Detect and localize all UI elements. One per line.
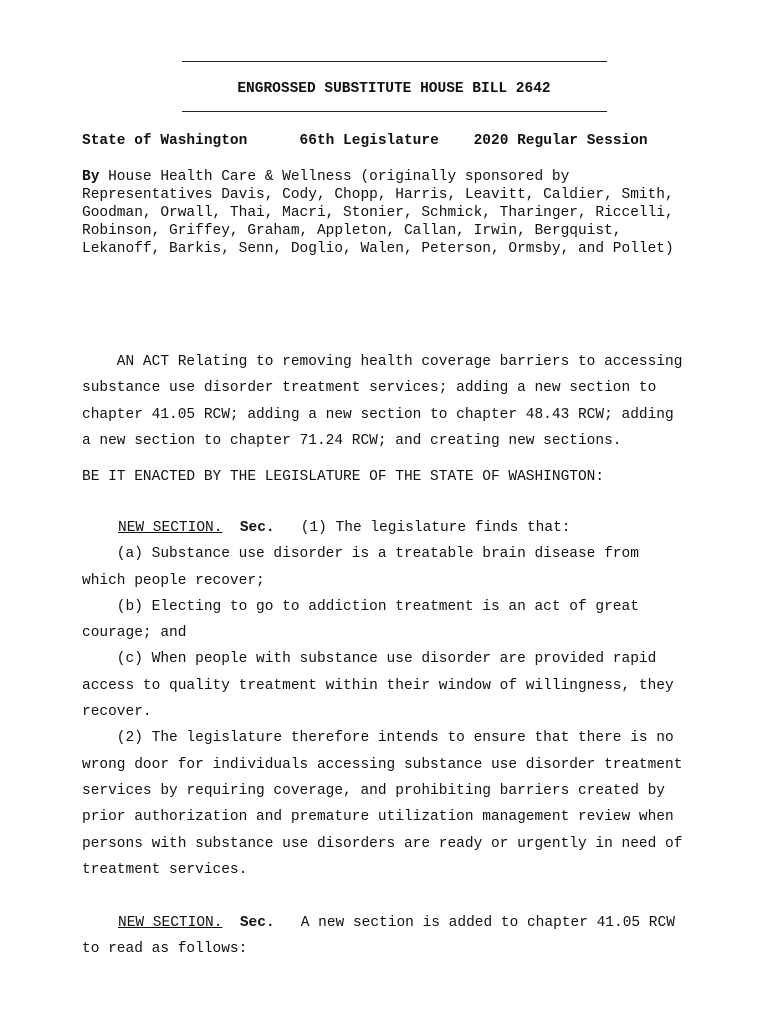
section-line: services by requiring coverage, and prohibiting barriers created by [82,782,665,799]
sponsor-line: House Health Care & Wellness (originally sponsored by [99,169,570,185]
sponsor-line: Representatives Davis, Cody, Chopp, Harris, Leavitt, Caldier, Smith, [82,187,674,203]
section-line: prior authorization and premature utilization management review when [82,809,674,826]
section-line: treatment services. [82,861,248,878]
sponsor-line: Goodman, Orwall, Thai, Macri, Stonier, Schmick, Tharinger, Riccelli, [82,205,674,221]
bill-title: ENGROSSED SUBSTITUTE HOUSE BILL 2642 [237,81,551,97]
section-line: access to quality treatment within their window of willingness, they [82,677,674,694]
act-line: substance use disorder treatment services; adding a new section to [82,380,657,397]
sponsor-block [82,168,722,258]
act-line: chapter 41.05 RCW; adding a new section to chapter 48.43 RCW; adding [82,406,674,423]
section-line: courage; and [82,625,187,642]
section-lead: (1) The legislature finds that: [274,520,571,536]
section-1 [82,515,722,883]
section-2 [82,910,722,963]
act-line: AN ACT Relating to removing health coverage barriers to accessing [82,354,683,370]
section-lead: A new section is added to chapter 41.05 RCW [274,915,675,931]
sec-label: Sec. [239,915,275,931]
act-line: a new section to chapter 71.24 RCW; and creating new sections. [82,432,622,449]
legislature-label: 66th Legislature [299,133,439,149]
section-line: persons with substance use disorders are ready or urgently in need of [82,835,683,852]
section-line: (2) The legislature therefore intends to ensure that there is no [82,730,674,747]
section-line: recover. [82,704,152,721]
title-rule-top [182,61,607,62]
title-rule-bottom [182,111,607,112]
section-line: (c) When people with substance use disorder are provided rapid [82,651,657,668]
sec-label: Sec. [239,520,275,536]
by-label: By [82,169,100,185]
new-section-label: NEW SECTION. [118,520,223,536]
session-line [82,133,648,149]
section-line: wrong door for individuals accessing substance use disorder treatment [82,756,683,773]
section-line: to read as follows: [82,941,248,958]
section-line: (a) Substance use disorder is a treatable brain disease from [82,546,639,563]
enacting-clause: BE IT ENACTED BY THE LEGISLATURE OF THE STATE OF WASHINGTON: [82,469,605,485]
act-title-paragraph [82,349,722,454]
session-label: 2020 Regular Session [473,133,648,149]
state-label: State of Washington [82,133,248,149]
sponsor-line: Lekanoff, Barkis, Senn, Doglio, Walen, Peterson, Ormsby, and Pollet) [82,241,674,257]
section-line: (b) Electing to go to addiction treatment is an act of great [82,598,639,615]
sponsor-line: Robinson, Griffey, Graham, Appleton, Callan, Irwin, Bergquist, [82,223,622,239]
new-section-label: NEW SECTION. [118,915,223,931]
section-line: which people recover; [82,572,265,589]
